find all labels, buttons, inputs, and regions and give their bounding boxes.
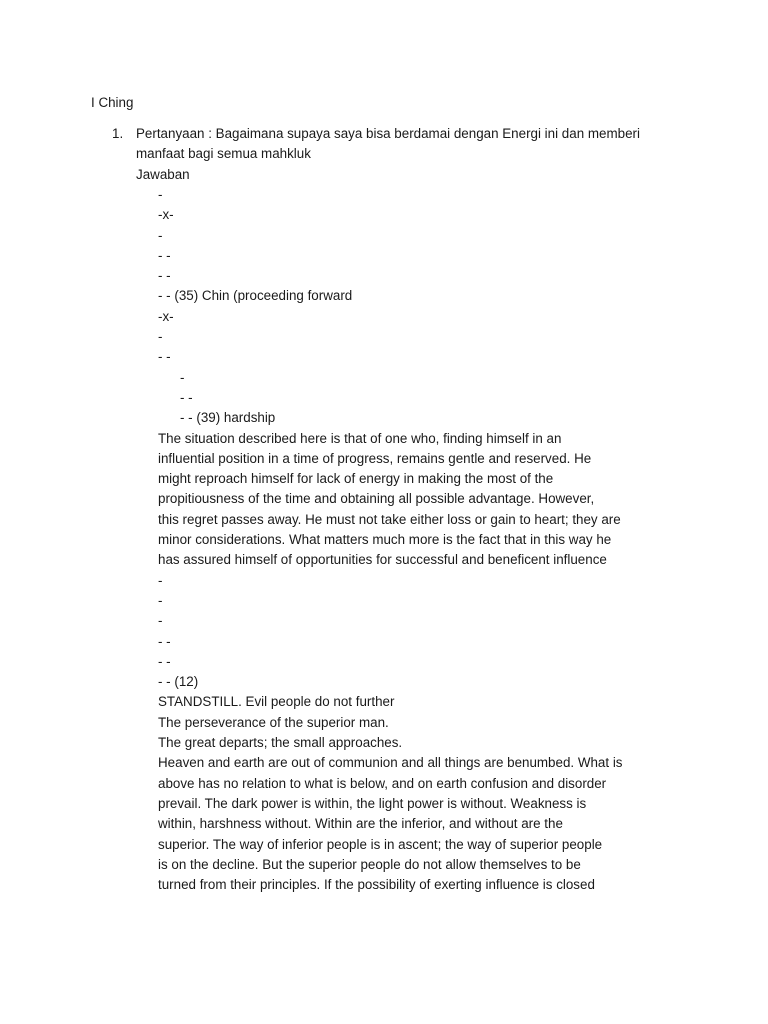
question-line-1: Pertanyaan : Bagaimana supaya saya bisa berdamai dengan Energi ini dan memberi <box>136 126 640 141</box>
paragraph-line: within, harshness without. Within are the inferior, and without are the <box>158 816 563 832</box>
hexagram-line: - <box>158 572 163 588</box>
hexagram-line: -x- <box>158 207 174 223</box>
paragraph-line: might reproach himself for lack of energy in making the most of the <box>158 471 554 487</box>
document-title: I Ching <box>91 95 134 110</box>
paragraph-line: is on the decline. But the superior people do not allow themselves to be <box>158 856 581 872</box>
paragraph-line: turned from their principles. If the possibility of exerting influence is closed <box>158 877 595 893</box>
paragraph-line: superior. The way of inferior people is in ascent; the way of superior people <box>158 836 603 852</box>
paragraph-line: minor considerations. What matters much more is the fact that in this way he <box>158 532 612 548</box>
paragraph-line: prevail. The dark power is within, the light power is without. Weakness is <box>158 795 587 811</box>
paragraph-line: above has no relation to what is below, and on earth confusion and disorder <box>158 775 607 791</box>
hexagram-line: - - <box>158 268 171 284</box>
paragraph-line: this regret passes away. He must not take either loss or gain to heart; they are <box>158 511 621 527</box>
paragraph-line: The perseverance of the superior man. <box>158 714 389 730</box>
hexagram-line: - <box>158 613 163 629</box>
paragraph-line: The great departs; the small approaches. <box>158 735 403 751</box>
hexagram-line: - - <box>158 633 171 649</box>
hexagram-line: - - <box>158 247 171 263</box>
question-line-2: manfaat bagi semua mahkluk <box>136 146 311 162</box>
answer-label: Jawaban <box>136 166 190 182</box>
hexagram-line: - - <box>158 349 171 365</box>
paragraph-line: influential position in a time of progress, remains gentle and reserved. He <box>158 450 592 466</box>
hexagram-line: -x- <box>158 308 174 324</box>
hexagram-line: - <box>180 369 185 385</box>
list-number: 1. <box>112 126 124 141</box>
hexagram-line: - <box>158 187 163 202</box>
paragraph-line: has assured himself of opportunities for successful and beneficent influence <box>158 552 607 568</box>
hexagram-label: - - (35) Chin (proceeding forward <box>158 288 353 304</box>
hexagram-line: - <box>158 329 163 345</box>
hexagram-line: - - <box>180 389 193 405</box>
hexagram-line: - - <box>158 653 171 669</box>
paragraph-line: STANDSTILL. Evil people do not further <box>158 694 395 710</box>
hexagram-label: - - (12) <box>158 674 199 690</box>
hexagram-line: - <box>158 227 163 243</box>
hexagram-label: - - (39) hardship <box>180 410 276 426</box>
paragraph-line: The situation described here is that of one who, finding himself in an <box>158 430 562 446</box>
answer-body <box>158 185 658 895</box>
paragraph-line: propitiousness of the time and obtaining all possible advantage. However, <box>158 491 595 507</box>
paragraph-line: Heaven and earth are out of communion and all things are benumbed. What is <box>158 755 623 771</box>
question-block <box>136 124 656 185</box>
hexagram-line: - <box>158 592 163 608</box>
